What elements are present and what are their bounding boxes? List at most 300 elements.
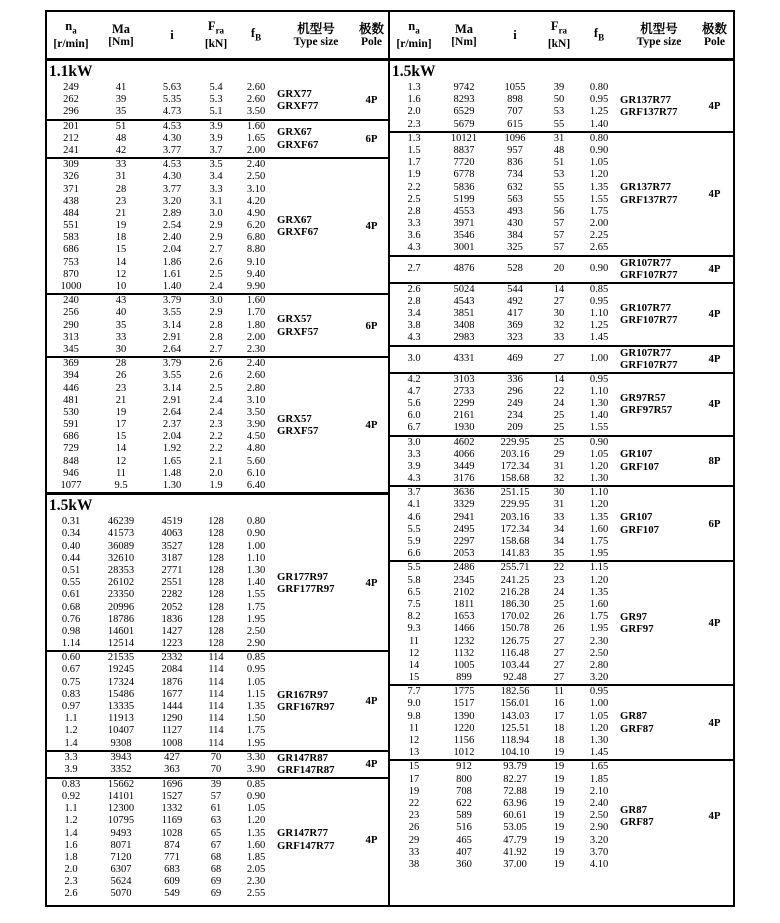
group-rows bbox=[47, 295, 277, 356]
data-row bbox=[47, 828, 277, 840]
cell-i: 63.96 bbox=[503, 797, 527, 809]
cell-na: 3.3 bbox=[407, 218, 421, 230]
header-unit: Type size bbox=[636, 35, 682, 48]
cell-fb: 1.05 bbox=[246, 803, 266, 815]
cell-na: 2.8 bbox=[407, 295, 421, 307]
cell-na: 15 bbox=[408, 672, 420, 684]
rating-group bbox=[47, 779, 388, 901]
group-rows bbox=[390, 374, 620, 435]
cell-fra: 19 bbox=[553, 747, 565, 759]
cell-i: 2.64 bbox=[162, 406, 182, 418]
cell-ma: 3329 bbox=[453, 499, 475, 511]
cell-fra: 68 bbox=[210, 851, 222, 863]
data-row bbox=[390, 332, 620, 344]
cell-na: 591 bbox=[63, 419, 79, 431]
cell-fb: 1.50 bbox=[246, 713, 266, 725]
data-row bbox=[390, 308, 620, 320]
cell-ma: 32610 bbox=[107, 552, 135, 564]
cell-na: 0.98 bbox=[61, 625, 81, 637]
data-row bbox=[47, 344, 277, 356]
cell-fra: 5.1 bbox=[209, 106, 223, 118]
cell-fra: 57 bbox=[553, 242, 565, 254]
cell-ma: 15486 bbox=[107, 688, 135, 700]
header-symbol: 机型号 bbox=[297, 21, 335, 36]
cell-na: 326 bbox=[63, 171, 79, 183]
cell-i: 325 bbox=[507, 242, 523, 254]
cell-ma: 4543 bbox=[453, 295, 475, 307]
header-label bbox=[170, 28, 173, 42]
cell-fra: 114 bbox=[208, 725, 224, 737]
cell-na: 256 bbox=[63, 307, 79, 319]
cell-na: 1.14 bbox=[61, 638, 81, 650]
data-row bbox=[47, 541, 277, 553]
group-rows bbox=[47, 652, 277, 750]
cell-na: 6.0 bbox=[407, 410, 421, 422]
cell-ma: 11913 bbox=[108, 713, 134, 725]
cell-fb: 1.20 bbox=[589, 499, 609, 511]
rating-group bbox=[390, 374, 733, 437]
cell-i: 2.89 bbox=[162, 207, 182, 219]
cell-na: 1.3 bbox=[407, 132, 421, 144]
data-row bbox=[390, 473, 620, 485]
cell-na: 290 bbox=[63, 319, 79, 331]
cell-fb: 1.60 bbox=[589, 598, 609, 610]
cell-i: 229.95 bbox=[500, 436, 530, 448]
group-rows bbox=[390, 133, 620, 255]
cell-na: 241 bbox=[63, 144, 79, 156]
cell-i: 609 bbox=[164, 876, 180, 888]
cell-fb: 1.30 bbox=[589, 473, 609, 485]
pole-label: 4P bbox=[708, 617, 721, 630]
data-row bbox=[390, 487, 620, 499]
cell-ma: 7720 bbox=[453, 157, 475, 169]
cell-fb: 3.20 bbox=[589, 834, 609, 846]
type-size-line: GRF177R97 bbox=[277, 583, 335, 596]
cell-fb: 2.00 bbox=[246, 144, 266, 156]
cell-i: 363 bbox=[164, 764, 180, 776]
cell-i: 170.02 bbox=[500, 611, 530, 623]
cell-ma: 2495 bbox=[453, 523, 475, 535]
data-row bbox=[390, 145, 620, 157]
data-row bbox=[390, 182, 620, 194]
data-row bbox=[47, 652, 277, 664]
cell-fra: 2.8 bbox=[209, 331, 223, 343]
cell-i: 5.35 bbox=[162, 94, 182, 106]
cell-ma: 622 bbox=[456, 797, 472, 809]
data-row bbox=[47, 815, 277, 827]
data-row bbox=[390, 106, 620, 118]
cell-ma: 5836 bbox=[453, 181, 475, 193]
data-row bbox=[390, 449, 620, 461]
cell-fb: 1.65 bbox=[246, 132, 266, 144]
cell-i: 3187 bbox=[161, 552, 183, 564]
cell-fra: 20 bbox=[553, 263, 565, 275]
section-title: 1.5kW bbox=[392, 63, 436, 80]
rating-group bbox=[390, 437, 733, 488]
cell-ma: 899 bbox=[456, 672, 472, 684]
cell-i: 3.77 bbox=[162, 183, 182, 195]
data-row bbox=[390, 263, 620, 275]
data-row bbox=[47, 565, 277, 577]
cell-fra: 128 bbox=[208, 625, 224, 637]
rating-group bbox=[47, 752, 388, 779]
cell-fra: 19 bbox=[553, 785, 565, 797]
header-unit: [Nm] bbox=[108, 35, 134, 48]
data-row bbox=[390, 747, 620, 759]
cell-na: 22 bbox=[408, 797, 420, 809]
data-row bbox=[390, 461, 620, 473]
cell-fb: 2.90 bbox=[246, 638, 266, 650]
data-row bbox=[47, 133, 277, 145]
cell-fb: 1.60 bbox=[589, 523, 609, 535]
cell-i: 1836 bbox=[161, 613, 183, 625]
type-size-line: GRF87 bbox=[620, 722, 654, 735]
data-row bbox=[47, 244, 277, 256]
cell-na: 530 bbox=[63, 406, 79, 418]
pole-label: 4P bbox=[365, 419, 378, 432]
data-row bbox=[47, 171, 277, 183]
cell-fb: 1.45 bbox=[589, 747, 609, 759]
data-row bbox=[47, 888, 277, 900]
cell-ma: 9308 bbox=[110, 737, 132, 749]
cell-ma: 3103 bbox=[453, 373, 475, 385]
cell-fb: 1.75 bbox=[246, 601, 266, 613]
cell-i: 37.00 bbox=[503, 858, 527, 870]
data-row bbox=[390, 672, 620, 684]
rating-group bbox=[47, 516, 388, 652]
type-size-line: GRF137R77 bbox=[620, 106, 678, 119]
cell-fb: 1.40 bbox=[246, 577, 266, 589]
data-row bbox=[47, 358, 277, 370]
cell-fra: 114 bbox=[208, 713, 224, 725]
cell-fb: 0.90 bbox=[246, 790, 266, 802]
cell-na: 729 bbox=[63, 443, 79, 455]
cell-fb: 6.20 bbox=[246, 220, 266, 232]
cell-fra: 39 bbox=[553, 82, 565, 93]
data-row bbox=[47, 677, 277, 689]
cell-ma: 17 bbox=[115, 419, 127, 431]
cell-fra: 114 bbox=[208, 701, 224, 712]
cell-fb: 1.10 bbox=[589, 308, 609, 319]
cell-fb: 1.20 bbox=[246, 815, 266, 827]
cell-i: 1127 bbox=[161, 725, 183, 737]
header-symbol: f bbox=[593, 25, 599, 40]
data-row bbox=[47, 577, 277, 589]
cell-na: 753 bbox=[63, 256, 79, 268]
cell-ma: 21535 bbox=[107, 652, 135, 664]
cell-na: 3.3 bbox=[407, 448, 421, 460]
cell-fb: 1.05 bbox=[589, 157, 609, 169]
cell-i: 118.94 bbox=[500, 735, 530, 746]
data-row bbox=[47, 370, 277, 382]
cell-fb: 2.30 bbox=[246, 343, 266, 355]
cell-ma: 8837 bbox=[453, 144, 475, 156]
cell-fb: 9.10 bbox=[246, 256, 266, 268]
cell-fra: 65 bbox=[210, 827, 222, 839]
type-size-line: GRX67 bbox=[277, 213, 312, 226]
data-row bbox=[47, 94, 277, 106]
cell-na: 848 bbox=[63, 455, 79, 467]
cell-fb: 1.85 bbox=[589, 773, 609, 785]
header-label bbox=[65, 19, 76, 38]
cell-na: 2.5 bbox=[407, 193, 421, 205]
cell-fb: 0.80 bbox=[589, 132, 609, 144]
cell-fra: 3.3 bbox=[209, 183, 223, 195]
cell-fra: 32 bbox=[553, 473, 565, 485]
cell-fra: 22 bbox=[553, 562, 565, 574]
cell-na: 1.2 bbox=[64, 725, 78, 737]
cell-fb: 3.50 bbox=[246, 106, 266, 118]
cell-na: 12 bbox=[408, 647, 420, 659]
cell-fb: 2.80 bbox=[246, 382, 266, 394]
cell-fb: 0.90 bbox=[246, 528, 266, 540]
cell-ma: 5024 bbox=[453, 283, 475, 295]
cell-ma: 14101 bbox=[107, 790, 135, 802]
cell-ma: 19 bbox=[115, 220, 127, 232]
cell-fra: 24 bbox=[553, 397, 565, 409]
data-row bbox=[390, 524, 620, 536]
cell-fra: 2.8 bbox=[209, 319, 223, 331]
cell-fb: 2.00 bbox=[246, 331, 266, 343]
cell-na: 0.60 bbox=[61, 652, 81, 664]
type-size-label bbox=[277, 88, 355, 113]
cell-na: 0.55 bbox=[61, 577, 81, 589]
cell-i: 2.04 bbox=[162, 431, 182, 443]
cell-ma: 4602 bbox=[453, 436, 475, 448]
header-label bbox=[640, 22, 678, 36]
cell-fra: 63 bbox=[210, 815, 222, 827]
cell-ma: 1005 bbox=[453, 659, 475, 671]
cell-fra: 26 bbox=[553, 623, 565, 635]
data-row bbox=[390, 686, 620, 698]
data-row bbox=[390, 847, 620, 859]
cell-i: 2084 bbox=[161, 664, 183, 676]
type-size-line: GRF167R97 bbox=[277, 701, 335, 713]
data-row bbox=[390, 711, 620, 723]
cell-fb: 1.60 bbox=[246, 120, 266, 132]
cell-fra: 2.6 bbox=[209, 256, 223, 268]
cell-na: 0.67 bbox=[61, 664, 81, 676]
rating-group bbox=[47, 121, 388, 160]
cell-ma: 1930 bbox=[453, 422, 475, 434]
cell-fb: 1.55 bbox=[589, 193, 609, 205]
data-row bbox=[47, 220, 277, 232]
cell-i: 104.10 bbox=[500, 747, 530, 759]
cell-fb: 1.00 bbox=[246, 540, 266, 552]
data-row bbox=[390, 94, 620, 106]
cell-na: 9.3 bbox=[407, 623, 421, 635]
cell-fb: 1.20 bbox=[589, 169, 609, 181]
cell-fb: 1.75 bbox=[246, 725, 266, 737]
header-unit: [kN] bbox=[547, 37, 571, 50]
cell-fra: 19 bbox=[553, 858, 565, 870]
cell-i: 229.95 bbox=[500, 499, 530, 511]
type-size-line: GRXF57 bbox=[277, 325, 319, 338]
cell-ma: 1012 bbox=[453, 747, 475, 759]
cell-ma: 14601 bbox=[107, 625, 135, 637]
cell-fra: 25 bbox=[553, 422, 565, 434]
header-symbol: 机型号 bbox=[640, 21, 678, 36]
cell-fra: 61 bbox=[210, 803, 222, 815]
cell-fra: 33 bbox=[553, 332, 565, 344]
cell-i: 2332 bbox=[161, 652, 183, 664]
cell-fra: 25 bbox=[553, 598, 565, 610]
cell-fb: 4.10 bbox=[589, 858, 609, 870]
data-row bbox=[390, 133, 620, 145]
cell-i: 182.56 bbox=[500, 686, 530, 698]
cell-i: 5.63 bbox=[162, 82, 182, 93]
col-header-fra bbox=[197, 19, 235, 51]
pole-label: 4P bbox=[708, 716, 721, 729]
cell-fb: 9.40 bbox=[246, 268, 266, 280]
header-symbol: F bbox=[207, 19, 216, 34]
type-size-line: GRX57 bbox=[277, 412, 312, 425]
pole-label: 4P bbox=[365, 220, 378, 233]
cell-fb: 2.50 bbox=[589, 810, 609, 822]
type-size-label bbox=[620, 710, 698, 735]
cell-fb: 2.50 bbox=[246, 625, 266, 637]
cell-fb: 0.95 bbox=[589, 686, 609, 698]
cell-na: 5.9 bbox=[407, 536, 421, 547]
type-size-line: GR87 bbox=[620, 710, 647, 723]
cell-fb: 1.05 bbox=[589, 448, 609, 460]
cell-fra: 19 bbox=[553, 761, 565, 773]
cell-i: 874 bbox=[164, 839, 180, 851]
cell-ma: 11 bbox=[115, 467, 127, 479]
cell-na: 1.6 bbox=[64, 839, 78, 851]
cell-ma: 3851 bbox=[453, 308, 475, 319]
cell-ma: 10121 bbox=[450, 132, 478, 144]
cell-ma: 1466 bbox=[453, 623, 475, 635]
cell-fb: 1.10 bbox=[246, 552, 266, 564]
data-row bbox=[390, 206, 620, 218]
cell-i: 3.79 bbox=[162, 358, 182, 370]
cell-i: 249 bbox=[507, 397, 523, 409]
rating-group bbox=[390, 347, 733, 374]
cell-ma: 12514 bbox=[107, 638, 135, 650]
cell-i: 1.86 bbox=[162, 256, 182, 268]
cell-fb: 2.25 bbox=[589, 230, 609, 242]
cell-ma: 360 bbox=[456, 858, 472, 870]
cell-na: 3.6 bbox=[407, 230, 421, 242]
data-row bbox=[47, 864, 277, 876]
cell-na: 1.5 bbox=[407, 144, 421, 156]
cell-fra: 57 bbox=[553, 218, 565, 230]
cell-ma: 516 bbox=[456, 822, 472, 834]
cell-fb: 1.40 bbox=[589, 118, 609, 130]
cell-ma: 18 bbox=[115, 232, 127, 244]
cell-i: 493 bbox=[507, 205, 523, 217]
cell-fra: 19 bbox=[553, 822, 565, 834]
data-row bbox=[47, 738, 277, 750]
cell-fb: 0.85 bbox=[589, 283, 609, 295]
cell-fb: 3.90 bbox=[246, 419, 266, 431]
header-subscript: a bbox=[415, 25, 420, 36]
header-unit: [Nm] bbox=[451, 35, 477, 48]
cell-fb: 2.40 bbox=[246, 358, 266, 370]
cell-i: 1876 bbox=[161, 676, 183, 688]
type-size-line: GR147R77 bbox=[277, 827, 328, 840]
cell-fb: 1.10 bbox=[589, 487, 609, 499]
cell-fra: 11 bbox=[553, 686, 565, 698]
type-size-line: GR167R97 bbox=[277, 688, 328, 701]
cell-na: 19 bbox=[408, 785, 420, 797]
cell-na: 262 bbox=[63, 94, 79, 106]
type-size-line: GRF97R57 bbox=[620, 404, 673, 417]
cell-i: 2.91 bbox=[162, 394, 182, 406]
cell-ma: 6307 bbox=[110, 864, 132, 876]
cell-i: 92.48 bbox=[503, 672, 527, 684]
type-size-label bbox=[277, 827, 355, 852]
cell-na: 2.3 bbox=[407, 118, 421, 130]
cell-ma: 8293 bbox=[453, 94, 475, 106]
data-row bbox=[47, 456, 277, 468]
cell-ma: 3176 bbox=[453, 473, 475, 485]
cell-i: 1527 bbox=[161, 790, 183, 802]
cell-i: 492 bbox=[507, 295, 523, 307]
cell-ma: 21 bbox=[115, 207, 127, 219]
cell-ma: 46239 bbox=[107, 516, 135, 528]
cell-ma: 9742 bbox=[453, 82, 475, 93]
type-size-line: GR97 bbox=[620, 610, 647, 623]
cell-fra: 3.1 bbox=[209, 195, 223, 207]
cell-i: 4519 bbox=[161, 516, 183, 528]
header-symbol: i bbox=[170, 28, 174, 42]
cell-fra: 128 bbox=[208, 540, 224, 552]
type-size-line: GR107R77 bbox=[620, 256, 671, 269]
data-row bbox=[390, 422, 620, 434]
data-row bbox=[47, 295, 277, 307]
cell-na: 29 bbox=[408, 834, 420, 846]
cell-ma: 12 bbox=[115, 268, 127, 280]
cell-fb: 1.05 bbox=[246, 676, 266, 688]
cell-fb: 1.25 bbox=[589, 320, 609, 332]
cell-ma: 19 bbox=[115, 406, 127, 418]
cell-na: 1077 bbox=[60, 480, 82, 491]
cell-fra: 2.9 bbox=[209, 220, 223, 232]
cell-ma: 28353 bbox=[107, 564, 135, 576]
data-row bbox=[47, 82, 277, 94]
cell-na: 8.2 bbox=[407, 611, 421, 623]
cell-fb: 1.05 bbox=[589, 710, 609, 722]
group-rows bbox=[390, 487, 620, 560]
data-row bbox=[390, 536, 620, 548]
type-size-label bbox=[277, 689, 355, 714]
cell-fb: 1.95 bbox=[589, 623, 609, 635]
data-row bbox=[390, 786, 620, 798]
cell-fra: 57 bbox=[210, 790, 222, 802]
cell-i: 41.92 bbox=[503, 846, 527, 858]
cell-i: 1.92 bbox=[162, 443, 182, 455]
pole-label: 6P bbox=[708, 517, 721, 530]
cell-ma: 3449 bbox=[453, 460, 475, 472]
cell-na: 6.6 bbox=[407, 548, 421, 560]
cell-i: 186.30 bbox=[500, 598, 530, 610]
cell-fb: 1.85 bbox=[246, 851, 266, 863]
cell-fra: 128 bbox=[208, 516, 224, 528]
cell-na: 5.6 bbox=[407, 397, 421, 409]
cell-fra: 2.4 bbox=[209, 394, 223, 406]
cell-fb: 2.60 bbox=[246, 82, 266, 93]
cell-fra: 128 bbox=[208, 638, 224, 650]
cell-ma: 23350 bbox=[107, 589, 135, 601]
data-row bbox=[47, 876, 277, 888]
data-row bbox=[47, 779, 277, 791]
pole-label: 4P bbox=[708, 308, 721, 321]
cell-fra: 29 bbox=[553, 448, 565, 460]
cell-fra: 128 bbox=[208, 601, 224, 613]
data-row bbox=[390, 798, 620, 810]
